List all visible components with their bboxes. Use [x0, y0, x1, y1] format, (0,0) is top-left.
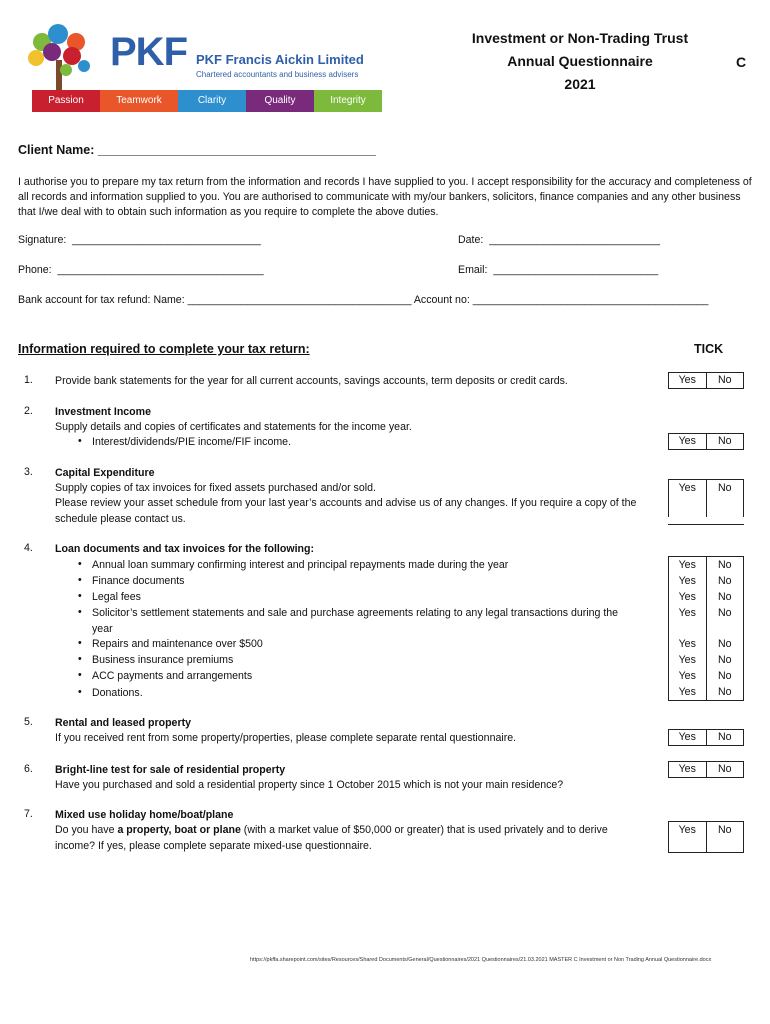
yes-option[interactable]: Yes: [669, 557, 707, 573]
authorisation-text: I authorise you to prepare my tax return from the information and records I have supplied to you. I accept responsibility for the accuracy and completeness of all records and information supplied to you. You are authorised to communicate with my/our bankers, solicitors, finance companies and any other business that I/we deal with to obtain such information as you require to complete the above duties.: [18, 176, 752, 218]
file-path-footer: https://pkffa.sharepoint.com/sites/Resources/Shared Documents/General/Questionnaires/2021 Questionnaires/21.03.2021 MASTER C Investment or Non Trading Annual Questionnaire.docx: [250, 957, 712, 963]
item-5-number: 5.: [24, 716, 33, 728]
item-4-number: 4.: [24, 542, 33, 554]
no-option[interactable]: No: [717, 607, 732, 619]
phone-field[interactable]: Phone: ___________________________________: [18, 264, 264, 276]
item-1-number: 1.: [24, 374, 33, 386]
brand-text: PKF: [110, 30, 187, 74]
form-code: C: [736, 54, 747, 70]
value-teamwork: Teamwork: [100, 90, 178, 112]
no-option[interactable]: No: [717, 374, 732, 386]
doc-year: 2021: [564, 76, 596, 92]
no-option[interactable]: No: [717, 435, 732, 447]
yes-option[interactable]: Yes: [669, 730, 707, 745]
no-option[interactable]: No: [717, 686, 732, 698]
item-6-number: 6.: [24, 763, 33, 775]
yes-option[interactable]: Yes: [669, 652, 707, 668]
item-4-bullet-1: Annual loan summary confirming interest and principal repayments made during the year: [92, 559, 509, 571]
bullet: •: [78, 606, 82, 618]
item-4-bullet-2: Finance documents: [92, 575, 185, 587]
item-2-bullet: Interest/dividends/PIE income/FIF income.: [92, 436, 292, 448]
item-3-tick[interactable]: [668, 479, 744, 517]
item-5-tick[interactable]: [668, 729, 744, 746]
bullet: •: [78, 558, 82, 570]
item-3-number: 3.: [24, 466, 33, 478]
item-4-title: Loan documents and tax invoices for the following:: [55, 543, 314, 555]
yes-option[interactable]: Yes: [669, 668, 707, 684]
item-4-bullet-5: Repairs and maintenance over $500: [92, 638, 263, 650]
bullet: •: [78, 669, 82, 681]
yes-option[interactable]: Yes: [669, 822, 707, 852]
item-6-tick[interactable]: [668, 761, 744, 778]
bullet: •: [78, 590, 82, 602]
item-4-bullet-6: Business insurance premiums: [92, 654, 234, 666]
item-2-title: Investment Income: [55, 406, 151, 418]
item-3-text-1: Supply copies of tax invoices for fixed assets purchased and/or sold.: [55, 482, 376, 494]
item-2-tick[interactable]: [668, 433, 744, 450]
value-quality: Quality: [246, 90, 314, 112]
firm-name: PKF Francis Aickin Limited: [196, 52, 364, 67]
item-7-title: Mixed use holiday home/boat/plane: [55, 809, 234, 821]
bullet: •: [78, 435, 82, 447]
item-6-title: Bright-line test for sale of residential property: [55, 764, 286, 776]
no-option[interactable]: No: [717, 591, 732, 603]
bullet: •: [78, 637, 82, 649]
item-7-number: 7.: [24, 808, 33, 820]
no-option[interactable]: No: [717, 731, 732, 743]
no-option[interactable]: No: [717, 654, 732, 666]
item-7-text-c: (with a market value of $50,000 or greater) that is used privately and to derive income? If yes, please complete separate mixed-use questionnaire.: [55, 824, 608, 852]
item-7-tick[interactable]: [668, 821, 744, 853]
item-1-text: Provide bank statements for the year for all current accounts, savings accounts, term deposits or credit cards.: [55, 375, 568, 387]
yes-option[interactable]: Yes: [669, 373, 707, 388]
doc-subtitle: Annual Questionnaire: [507, 53, 653, 69]
no-option[interactable]: No: [717, 559, 732, 571]
value-integrity: Integrity: [314, 90, 382, 112]
yes-option[interactable]: Yes: [669, 636, 707, 652]
item-5-title: Rental and leased property: [55, 717, 191, 729]
bullet: •: [78, 686, 82, 698]
item-7-text-bold: a property, boat or plane: [117, 824, 241, 836]
no-option[interactable]: No: [717, 482, 732, 494]
yes-option[interactable]: Yes: [669, 573, 707, 589]
doc-title: Investment or Non-Trading Trust: [471, 30, 689, 46]
client-name-field[interactable]: Client Name: ________________________________________: [18, 143, 376, 157]
no-option[interactable]: No: [717, 824, 732, 836]
item-7-text-a: Do you have: [55, 824, 118, 836]
value-clarity: Clarity: [178, 90, 246, 112]
yes-option[interactable]: Yes: [669, 762, 707, 777]
item-4-bullet-4: Solicitor’s settlement statements and sale and purchase agreements relating to any legal transactions during the year: [92, 607, 619, 635]
value-passion: Passion: [32, 90, 100, 112]
section-heading: Information required to complete your tax return:: [18, 342, 310, 356]
item-1-tick[interactable]: [668, 372, 744, 389]
date-field[interactable]: Date: _____________________________: [458, 234, 661, 246]
firm-subtitle: Chartered accountants and business advisers: [196, 70, 359, 79]
tick-column-header: TICK: [694, 342, 724, 356]
signature-field[interactable]: Signature: ________________________________: [18, 234, 261, 246]
yes-option[interactable]: Yes: [669, 605, 707, 636]
no-option[interactable]: No: [717, 670, 732, 682]
item-2-number: 2.: [24, 405, 33, 417]
bullet: •: [78, 574, 82, 586]
item-3-text-2: Please review your asset schedule from your last year’s accounts and advise us of any changes. If you require a copy of the schedule please contact us.: [55, 497, 637, 525]
item-6-text: Have you purchased and sold a residential property since 1 October 2015 which is not your main residence?: [55, 779, 564, 791]
item-4-bullet-3: Legal fees: [92, 591, 141, 603]
item-3-underline: [668, 524, 744, 525]
bank-account-field[interactable]: Bank account for tax refund: Name: ______________________________________ Account no: ________________________________________: [18, 294, 709, 306]
item-2-text: Supply details and copies of certificates and statements for the income year.: [55, 421, 412, 433]
yes-option[interactable]: Yes: [669, 589, 707, 605]
item-3-title: Capital Expenditure: [55, 467, 155, 479]
item-4-tick-group[interactable]: [668, 556, 744, 701]
no-option[interactable]: No: [717, 575, 732, 587]
item-7-text: [55, 823, 615, 854]
no-option[interactable]: No: [717, 763, 732, 775]
yes-option[interactable]: Yes: [669, 480, 707, 517]
item-4-bullet-8: Donations.: [92, 687, 143, 699]
tree-logo-icon: [22, 22, 96, 92]
email-field[interactable]: Email: ____________________________: [458, 264, 659, 276]
item-4-bullet-7: ACC payments and arrangements: [92, 670, 253, 682]
no-option[interactable]: No: [717, 638, 732, 650]
item-5-text: If you received rent from some property/properties, please complete separate rental questionnaire.: [55, 732, 517, 744]
bullet: •: [78, 653, 82, 665]
yes-option[interactable]: Yes: [669, 684, 707, 700]
yes-option[interactable]: Yes: [669, 434, 707, 449]
